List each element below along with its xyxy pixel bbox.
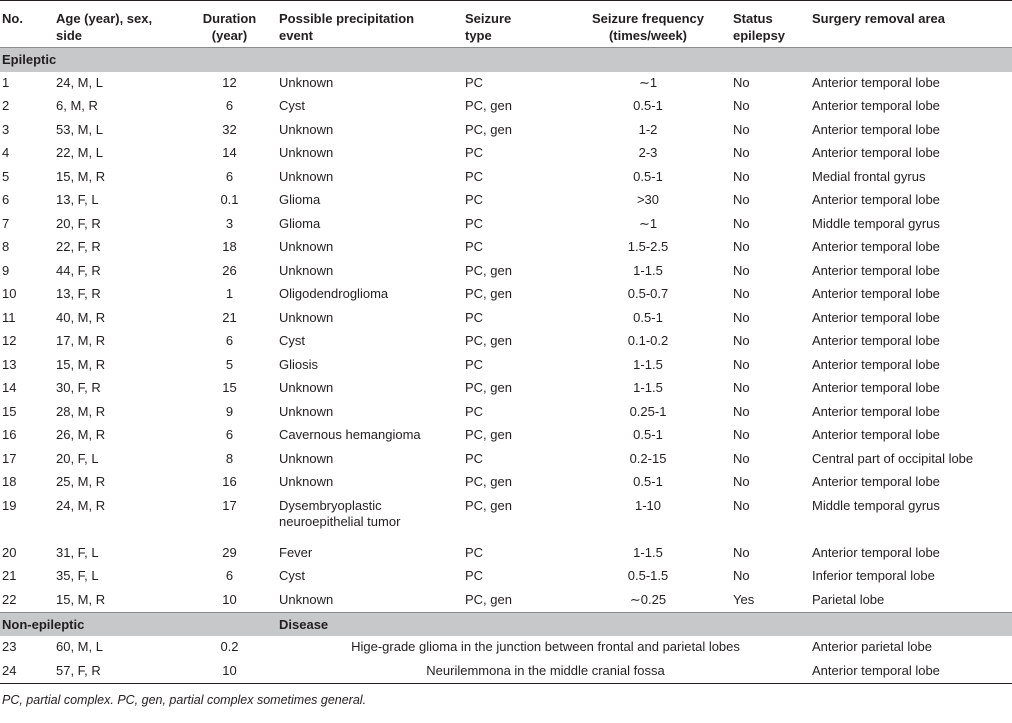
table-row: [0, 330, 1012, 354]
cell-surgery: Anterior temporal lobe: [812, 356, 940, 372]
cell-age: 25, M, R: [56, 474, 106, 489]
cell-event: Unknown: [279, 309, 334, 325]
cell-seizure-type: PC, gen: [465, 262, 512, 278]
cell-event: Unknown: [279, 145, 334, 160]
cell-surgery: Anterior temporal lobe: [812, 380, 940, 395]
table-row: [0, 377, 1012, 401]
cell-event: Glioma: [279, 215, 321, 231]
cell-no: 16: [2, 427, 17, 442]
cell-no: 11: [2, 309, 16, 325]
cell-no: 10: [2, 286, 17, 301]
cell-age: 60, M, L: [56, 639, 103, 654]
cell-no: 21: [2, 568, 17, 583]
cell-status: No: [733, 544, 750, 560]
cell-event: Cyst: [279, 568, 305, 583]
cell-duration: 10: [180, 660, 279, 684]
cell-surgery: Anterior temporal lobe: [812, 192, 940, 207]
cell-seizure-type: PC: [465, 450, 484, 466]
cell-seizure-type: PC, gen: [465, 98, 512, 113]
cell-event: Fever: [279, 544, 313, 560]
cell-status: No: [733, 309, 750, 325]
cell-surgery: Anterior temporal lobe: [812, 333, 940, 348]
cell-age: 15, M, R: [56, 168, 106, 184]
cell-surgery: Anterior temporal lobe: [812, 474, 940, 489]
cell-seizure-type: PC: [465, 192, 484, 207]
header-status: Status epilepsy: [733, 1, 812, 48]
cell-seizure-type: PC: [465, 544, 484, 560]
cell-no: 2: [2, 98, 10, 113]
header-age: Age (year), sex, side: [56, 1, 180, 48]
section-epileptic: [0, 48, 1012, 72]
cell-duration: 21: [222, 309, 237, 325]
cell-age: 15, M, R: [56, 356, 106, 372]
cell-frequency: 0.5-1: [633, 168, 663, 184]
cell-frequency: 1-1.5: [633, 262, 663, 278]
cell-frequency: ∼0.25: [629, 591, 667, 607]
cell-duration: 0.2: [220, 639, 239, 654]
cell-event: Glioma: [279, 192, 321, 207]
cell-surgery: Anterior temporal lobe: [812, 239, 940, 254]
table-row: [0, 495, 1012, 542]
cell-event: Unknown: [279, 403, 334, 419]
cell-status: No: [733, 380, 750, 395]
cell-disease: Neurilemmona in the middle cranial fossa: [279, 660, 812, 684]
cell-age: 26, M, R: [56, 427, 106, 442]
cell-duration: 9: [225, 403, 234, 419]
cell-duration: 1: [225, 286, 234, 301]
cell-frequency: 1-1.5: [633, 380, 663, 395]
cell-status: No: [733, 98, 750, 113]
table-row: [0, 189, 1012, 213]
cell-no: 23: [2, 639, 17, 654]
table-row: [0, 542, 1012, 566]
cell-seizure-type: PC, gen: [465, 380, 512, 395]
cell-no: 5: [2, 168, 10, 184]
cell-seizure-type: PC: [465, 168, 484, 184]
cell-event: Unknown: [279, 450, 334, 466]
cell-surgery: Central part of occipital lobe: [812, 450, 974, 466]
cell-frequency: 1-2: [638, 121, 658, 137]
cell-seizure-type: PC: [465, 403, 484, 419]
table-row: [0, 283, 1012, 307]
cell-status: Yes: [733, 591, 755, 607]
cell-status: No: [733, 121, 750, 137]
cell-seizure-type: PC: [465, 145, 484, 160]
header-surgery: Surgery removal area: [812, 1, 1012, 48]
cell-duration: 29: [222, 544, 237, 560]
cell-seizure-type: PC, gen: [465, 474, 512, 489]
cell-no: 1: [2, 74, 10, 90]
cell-surgery: Middle temporal gyrus: [812, 497, 940, 513]
cell-frequency: 1-1.5: [633, 356, 663, 372]
table-row: [0, 354, 1012, 378]
cell-duration: 14: [222, 145, 237, 160]
cell-no: 6: [2, 192, 10, 207]
cell-surgery: Anterior temporal lobe: [812, 121, 940, 137]
section-label: Non-epileptic: [0, 612, 279, 636]
cell-duration: 6: [225, 168, 234, 184]
cell-duration: 32: [222, 121, 237, 137]
cell-event: Cyst: [279, 333, 305, 348]
cell-seizure-type: PC, gen: [465, 121, 512, 137]
cell-surgery: Parietal lobe: [812, 591, 885, 607]
header-seizure-type: Seizure type: [465, 1, 563, 48]
cell-status: No: [733, 403, 750, 419]
cell-event: Cavernous hemangioma: [279, 427, 421, 442]
cell-frequency: 0.5-0.7: [627, 286, 669, 301]
cell-surgery: Anterior temporal lobe: [812, 427, 940, 442]
cell-surgery: Middle temporal gyrus: [812, 215, 940, 231]
cell-frequency: >30: [636, 192, 660, 207]
cell-event: Unknown: [279, 380, 334, 395]
cell-seizure-type: PC: [465, 356, 484, 372]
cell-duration: 6: [225, 568, 234, 583]
cell-frequency: 0.5-1: [633, 427, 663, 442]
cell-frequency: 0.25-1: [629, 403, 667, 419]
cell-age: 31, F, L: [56, 544, 99, 560]
cell-status: No: [733, 427, 750, 442]
cell-seizure-type: PC, gen: [465, 333, 512, 348]
cell-event: Gliosis: [279, 356, 319, 372]
cell-age: 24, M, R: [56, 497, 106, 513]
cell-status: No: [733, 262, 750, 278]
cell-event: Unknown: [279, 591, 334, 607]
cell-surgery: Anterior temporal lobe: [812, 544, 940, 560]
cell-event: Cyst: [279, 98, 305, 113]
cell-seizure-type: PC: [465, 239, 484, 254]
table-row: [0, 236, 1012, 260]
cell-seizure-type: PC: [465, 309, 484, 325]
cell-seizure-type: PC: [465, 568, 484, 583]
cell-seizure-type: PC: [465, 74, 484, 90]
table-row: [0, 448, 1012, 472]
cell-event: Unknown: [279, 262, 334, 278]
table-row: [0, 260, 1012, 284]
cell-surgery: Anterior temporal lobe: [812, 262, 940, 278]
cell-age: 6, M, R: [56, 98, 98, 113]
cell-status: No: [733, 497, 750, 513]
cell-event: Dysembryoplastic neuroepithelial tumor: [279, 497, 401, 529]
cell-frequency: 1-10: [634, 497, 662, 513]
cell-event: Unknown: [279, 474, 334, 489]
cell-status: No: [733, 474, 750, 489]
cell-age: 28, M, R: [56, 403, 106, 419]
table-row: [0, 166, 1012, 190]
table-row: [0, 72, 1012, 96]
cell-age: 44, F, R: [56, 262, 101, 278]
cell-disease: Hige-grade glioma in the junction between frontal and parietal lobes: [351, 639, 740, 654]
cell-event: Oligodendroglioma: [279, 286, 389, 301]
cell-duration: 16: [222, 474, 237, 489]
cell-seizure-type: PC, gen: [465, 497, 512, 513]
cell-duration: 10: [222, 591, 237, 607]
cell-status: No: [733, 215, 750, 231]
cell-duration: 26: [222, 262, 237, 278]
cell-duration: 12: [222, 74, 237, 90]
cell-no: 14: [2, 380, 17, 395]
cell-status: No: [733, 333, 750, 348]
cell-duration: 0.1: [220, 192, 239, 207]
cell-frequency: 0.2-15: [629, 450, 667, 466]
cell-duration: 6: [225, 427, 234, 442]
cell-no: 7: [2, 215, 10, 231]
table-row: [0, 660, 1012, 684]
cell-frequency: 1.5-2.5: [627, 239, 669, 254]
cell-no: 4: [2, 145, 10, 160]
cell-duration: 6: [225, 98, 234, 113]
cell-event: Unknown: [279, 239, 334, 254]
cell-age: 13, F, R: [56, 286, 101, 301]
cell-event: Unknown: [279, 168, 334, 184]
section-label: Epileptic: [0, 48, 1012, 72]
cell-frequency: 0.1-0.2: [627, 333, 669, 348]
cell-frequency: ∼1: [638, 74, 658, 90]
cell-no: 24: [0, 660, 56, 684]
cell-age: 30, F, R: [56, 380, 101, 395]
cell-duration: 6: [225, 333, 234, 348]
cell-frequency: 0.5-1: [633, 309, 663, 325]
table-row: [0, 424, 1012, 448]
footnote: PC, partial complex. PC, gen, partial complex sometimes general.: [2, 692, 367, 707]
cell-event: Unknown: [279, 74, 334, 90]
cell-age: 22, M, L: [56, 145, 103, 160]
table-row: [0, 636, 1012, 660]
table-row: [0, 142, 1012, 166]
header-event: Possible precipitation event: [279, 1, 465, 48]
section-disease-label: Disease: [279, 612, 1012, 636]
header-duration: Duration (year): [180, 1, 279, 48]
cell-frequency: 1-1.5: [633, 544, 663, 560]
cell-status: No: [733, 450, 750, 466]
cell-frequency: 0.5-1.5: [627, 568, 669, 583]
cell-duration: 8: [225, 450, 234, 466]
cell-duration: 3: [225, 215, 234, 231]
cell-age: 22, F, R: [56, 239, 101, 254]
cell-age: 57, F, R: [56, 660, 180, 684]
cell-seizure-type: PC, gen: [465, 591, 512, 607]
cell-age: 20, F, L: [56, 450, 99, 466]
cell-status: No: [733, 145, 750, 160]
table-row: [0, 589, 1012, 613]
header-frequency: Seizure frequency (times/week): [563, 1, 733, 48]
table-row: [0, 213, 1012, 237]
cell-no: 3: [2, 121, 10, 137]
cell-status: No: [733, 168, 750, 184]
cell-frequency: 0.5-1: [633, 98, 663, 113]
cell-surgery: Anterior temporal lobe: [812, 309, 940, 325]
cell-duration: 17: [222, 497, 237, 513]
table-row: [0, 565, 1012, 589]
cell-surgery: Inferior temporal lobe: [812, 568, 935, 583]
cell-age: 24, M, L: [56, 74, 103, 90]
cell-no: 12: [2, 333, 17, 348]
cell-event: Unknown: [279, 121, 334, 137]
header-row: [0, 1, 1012, 48]
cell-age: 40, M, R: [56, 309, 106, 325]
cell-frequency: 2-3: [638, 145, 658, 160]
cell-status: No: [733, 74, 750, 90]
cell-status: No: [733, 568, 750, 583]
cell-no: 8: [2, 239, 10, 254]
cell-status: No: [733, 356, 750, 372]
cell-no: 22: [2, 591, 17, 607]
cell-surgery: Medial frontal gyrus: [812, 168, 926, 184]
cell-age: 53, M, L: [56, 121, 103, 137]
cell-status: No: [733, 192, 750, 207]
cell-surgery: Anterior temporal lobe: [812, 74, 940, 90]
cell-no: 17: [2, 450, 17, 466]
cell-no: 9: [2, 262, 10, 278]
section-non-epileptic: [0, 612, 1012, 636]
cell-no: 19: [2, 497, 17, 513]
cell-seizure-type: PC, gen: [465, 427, 512, 442]
cell-no: 20: [2, 544, 17, 560]
cell-surgery: Anterior temporal lobe: [812, 286, 940, 301]
cell-seizure-type: PC: [465, 215, 484, 231]
cell-no: 15: [2, 403, 17, 419]
cell-no: 18: [2, 474, 17, 489]
table-row: [0, 307, 1012, 331]
cell-age: 17, M, R: [56, 333, 106, 348]
table-row: [0, 401, 1012, 425]
cell-surgery: Anterior temporal lobe: [812, 145, 940, 160]
cell-age: 35, F, L: [56, 568, 99, 583]
cell-age: 13, F, L: [56, 192, 99, 207]
header-no: No.: [0, 1, 56, 48]
table-row: [0, 95, 1012, 119]
table-row: [0, 119, 1012, 143]
cell-status: No: [733, 239, 750, 254]
cell-duration: 18: [222, 239, 237, 254]
cell-surgery: Anterior temporal lobe: [812, 98, 940, 113]
cell-status: No: [733, 286, 750, 301]
cell-no: 13: [2, 356, 17, 372]
cell-duration: 15: [222, 380, 237, 395]
cell-age: 15, M, R: [56, 591, 106, 607]
cell-surgery: Anterior temporal lobe: [812, 403, 940, 419]
cell-surgery: Anterior temporal lobe: [812, 660, 1012, 684]
cell-frequency: ∼1: [638, 215, 658, 231]
cell-frequency: 0.5-1: [633, 474, 663, 489]
cell-surgery: Anterior parietal lobe: [812, 639, 932, 654]
table-row: [0, 471, 1012, 495]
cell-duration: 5: [225, 356, 234, 372]
cell-seizure-type: PC, gen: [465, 286, 512, 301]
cell-age: 20, F, R: [56, 215, 101, 231]
